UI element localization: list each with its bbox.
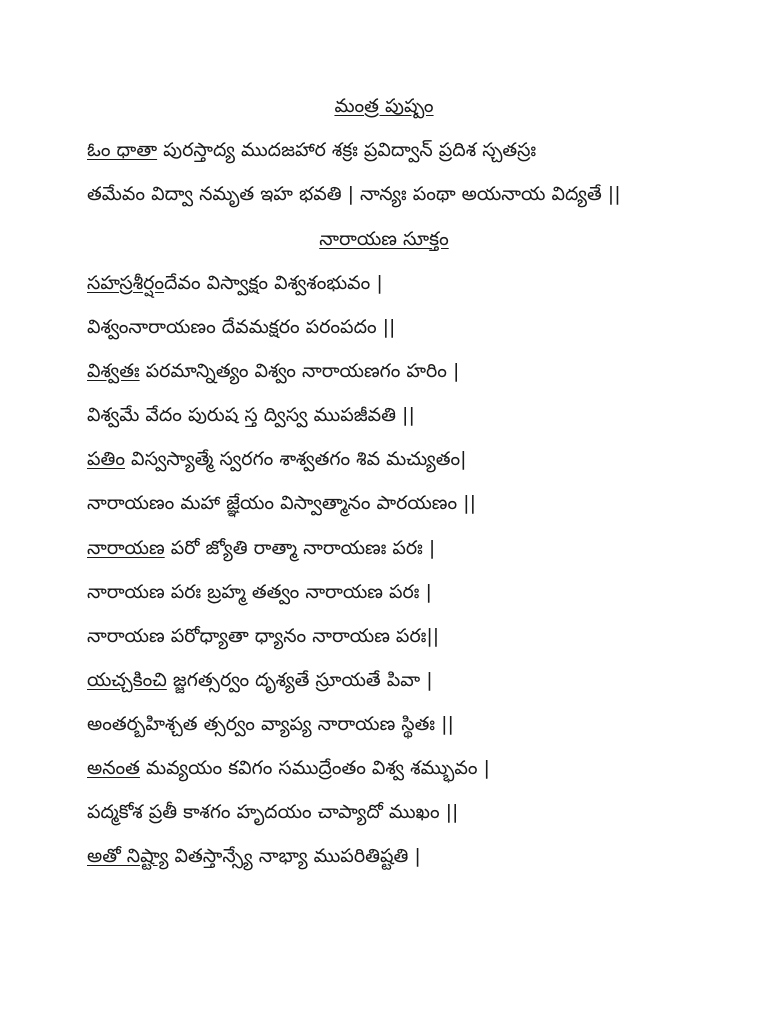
title-mantra-pushpam (0, 93, 768, 119)
verse-text: మవ్యయం కవిగం సముద్రేంతం విశ్వ శమ్భువం | (139, 757, 490, 779)
verse-line (87, 535, 728, 561)
verse-line (87, 314, 728, 340)
verse-text: నారాయణ పరః బ్రహ్మ తత్వం నారాయణ పరః | (87, 581, 432, 603)
verse-head: విశ్వతః (87, 360, 140, 382)
verse-text: విశ్వమే వేదం పురుష స్త ద్విస్వ ముపజీవతి || (87, 404, 415, 426)
title-text: మంత్ర పుష్పం (334, 95, 434, 117)
verse-text: జ్జగత్సర్వం దృశ్యతే స్రూయతే పివా | (166, 669, 433, 691)
verse-line (87, 181, 728, 207)
verse-text: విస్వస్యాత్మే స్వరగం శాశ్వతగం శివ మచ్యుతం| (125, 448, 467, 470)
title-text: నారాయణ సూక్తం (319, 228, 449, 250)
verse-text: నారాయణ పరోధ్యాతా ధ్యానం నారాయణ పరః|| (87, 625, 440, 647)
verse-head: అతో నిష్ట్యా (87, 845, 169, 867)
verse-line (87, 137, 728, 163)
verse-text: అంతర్బహిశ్చత త్సర్వం వ్యాప్య నారాయణ స్థితః || (87, 713, 454, 735)
verse-text: నారాయణం మహా జ్ఞేయం విస్వాత్మానం పారయణం || (87, 492, 476, 514)
verse-head: పతిం (87, 448, 126, 470)
verse-line (87, 490, 728, 516)
verse-text: వితస్తాన్స్యే నాభ్యా ముపరితిష్టతి | (168, 845, 421, 867)
verse-line (87, 755, 728, 781)
title-narayana-suktam (0, 226, 768, 252)
verse-text: తమేవం విద్వా నమృత ఇహ భవతి | నాన్యః పంథా అయనాయ విద్యతే || (87, 183, 621, 205)
verse-head: యచ్చకించి (87, 669, 167, 691)
verse-head: సహస్రశీర్షం (87, 272, 165, 294)
verse-line (87, 711, 728, 737)
verse-line (87, 623, 728, 649)
verse-text: పరమాన్నిత్యం విశ్వం నారాయణగం హరిం | (139, 360, 460, 382)
verse-line (87, 270, 728, 296)
verse-text: విశ్వంనారాయణం దేవమక్షరం పరంపదం || (87, 316, 396, 338)
verse-text: పరో జ్యోతి రాత్మా నారాయణః పరః | (164, 537, 436, 559)
verse-line (87, 402, 728, 428)
verse-text: పురస్తాద్య ముదజహార శక్రః ప్రవిద్వాన్ ప్రదిశ స్చతస్రః (157, 139, 537, 161)
verse-line (87, 358, 728, 384)
verse-line (87, 843, 728, 869)
verse-head: నారాయణ (87, 537, 165, 559)
verse-head: అనంత (87, 757, 140, 779)
verse-line (87, 667, 728, 693)
verse-line (87, 446, 728, 472)
verse-line (87, 799, 728, 825)
verse-line (87, 579, 728, 605)
verse-text: దేవం విస్వాక్షం విశ్వశంభువం | (164, 272, 383, 294)
verse-text: పద్మకోశ ప్రతీ కాశగం హృదయం చాప్యాదో ముఖం || (87, 801, 459, 823)
verse-head: ఓం ధాతా (87, 139, 158, 161)
